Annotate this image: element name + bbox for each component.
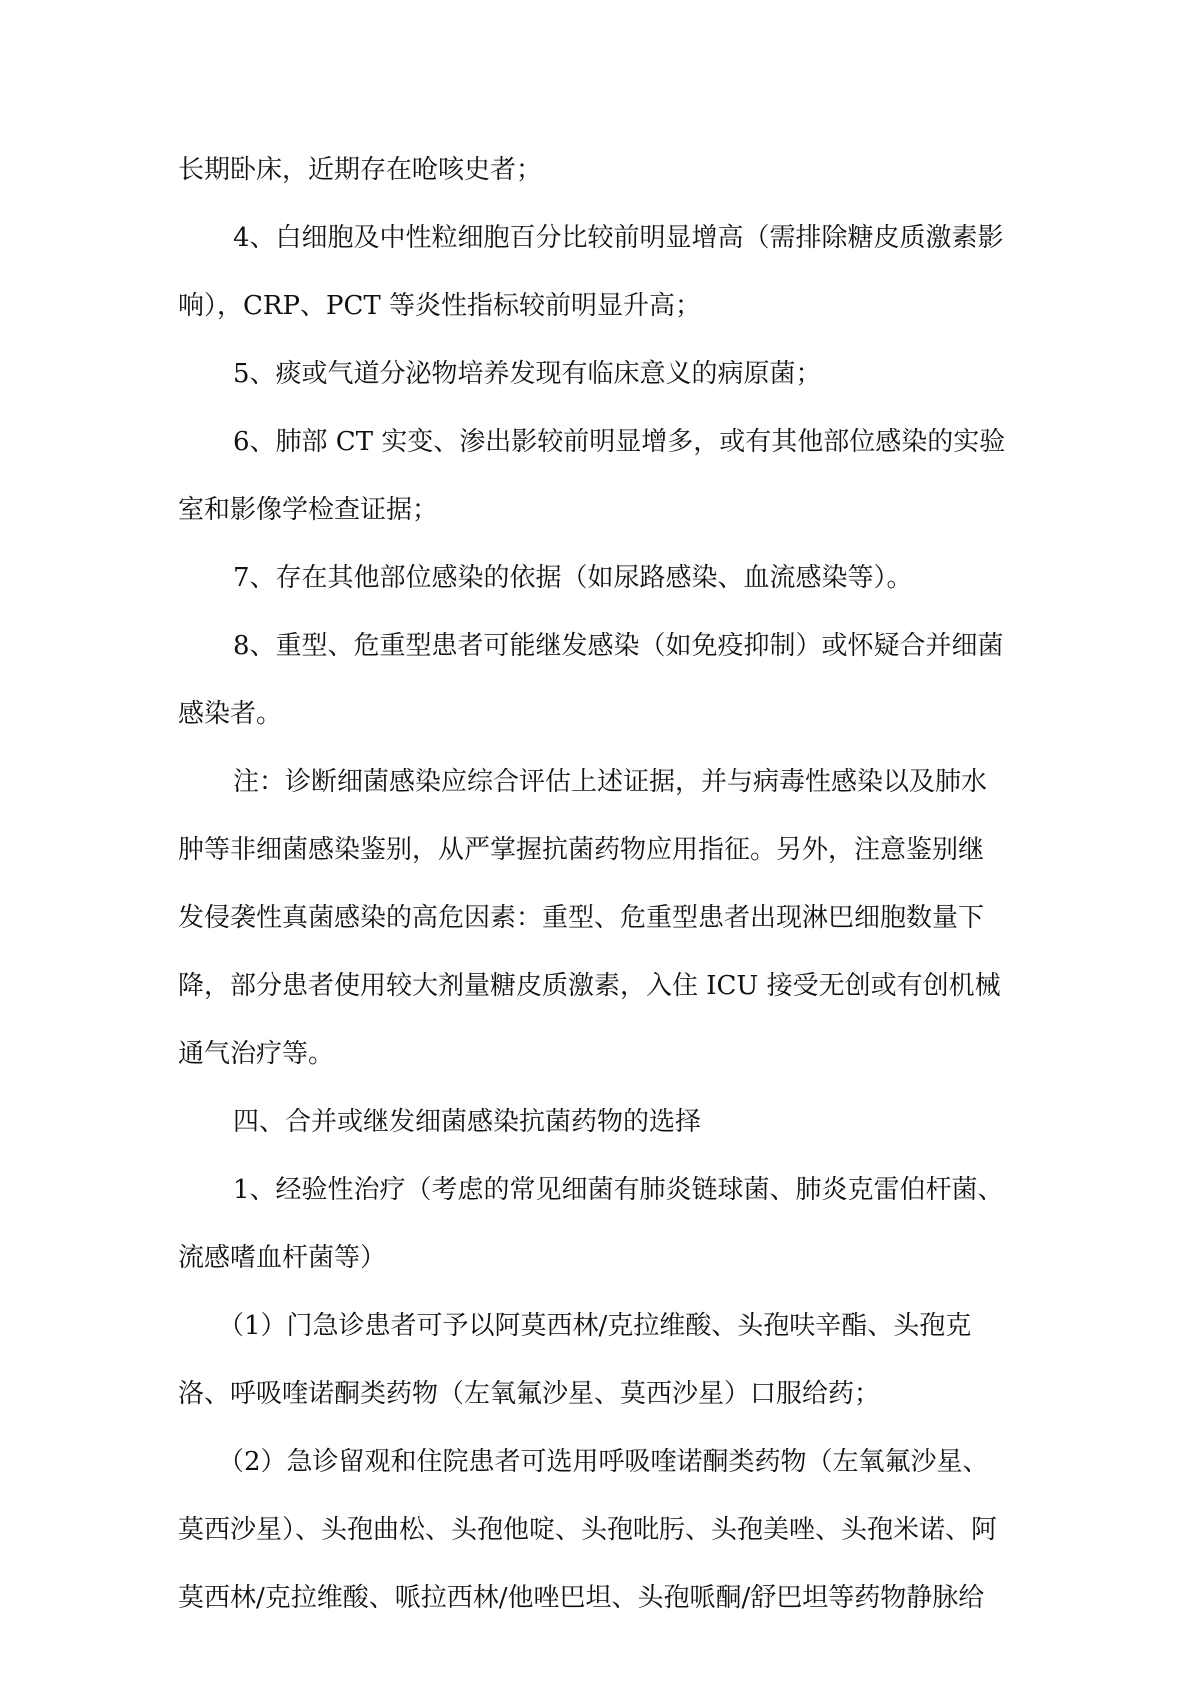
paragraph-line: 莫西沙星）、头孢曲松、头孢他啶、头孢吡肟、头孢美唑、头孢米诺、阿 [178,1515,998,1545]
paragraph-line: 响），CRP、PCT 等炎性指标较前明显升高； [178,291,701,321]
document-body [178,146,1040,1623]
paragraph-line: 洛、呼吸喹诺酮类药物（左氧氟沙星、莫西沙星）口服给药； [178,1379,881,1409]
paragraph-line: 室和影像学检查证据； [178,495,439,525]
paragraph-line: （2）急诊留观和住院患者可选用呼吸喹诺酮类药物（左氧氟沙星、 [218,1447,989,1477]
note-line: 降，部分患者使用较大剂量糖皮质激素，入住 ICU 接受无创或有创机械 [178,971,1001,1001]
paragraph-line: 4、白细胞及中性粒细胞百分比较前明显增高（需排除糖皮质激素影 [233,223,1004,253]
section-heading: 四、合并或继发细菌感染抗菌药物的选择 [233,1107,702,1137]
paragraph-line: 感染者。 [178,699,283,729]
paragraph-line: 6、肺部 CT 实变、渗出影较前明显增多，或有其他部位感染的实验 [233,427,1006,457]
paragraph-line: 长期卧床，近期存在呛咳史者； [178,155,543,185]
note-line: 注：诊断细菌感染应综合评估上述证据，并与病毒性感染以及肺水 [233,767,988,797]
note-line: 发侵袭性真菌感染的高危因素：重型、危重型患者出现淋巴细胞数量下 [178,903,985,933]
note-line: 肿等非细菌感染鉴别，从严掌握抗菌药物应用指征。另外，注意鉴别继 [178,835,985,865]
paragraph-line: 8、重型、危重型患者可能继发感染（如免疫抑制）或怀疑合并细菌 [233,631,1004,661]
paragraph-line: 7、存在其他部位感染的依据（如尿路感染、血流感染等）。 [233,563,913,593]
note-line: 通气治疗等。 [178,1039,335,1069]
paragraph-line: 莫西林/克拉维酸、哌拉西林/他唑巴坦、头孢哌酮/舒巴坦等药物静脉给 [178,1583,985,1613]
paragraph-line: （1）门急诊患者可予以阿莫西林/克拉维酸、头孢呋辛酯、头孢克 [218,1311,972,1341]
paragraph-line: 1、经验性治疗（考虑的常见细菌有肺炎链球菌、肺炎克雷伯杆菌、 [233,1175,1004,1205]
paragraph-line: 5、痰或气道分泌物培养发现有临床意义的病原菌； [233,359,822,389]
paragraph-line: 流感嗜血杆菌等） [178,1243,387,1273]
